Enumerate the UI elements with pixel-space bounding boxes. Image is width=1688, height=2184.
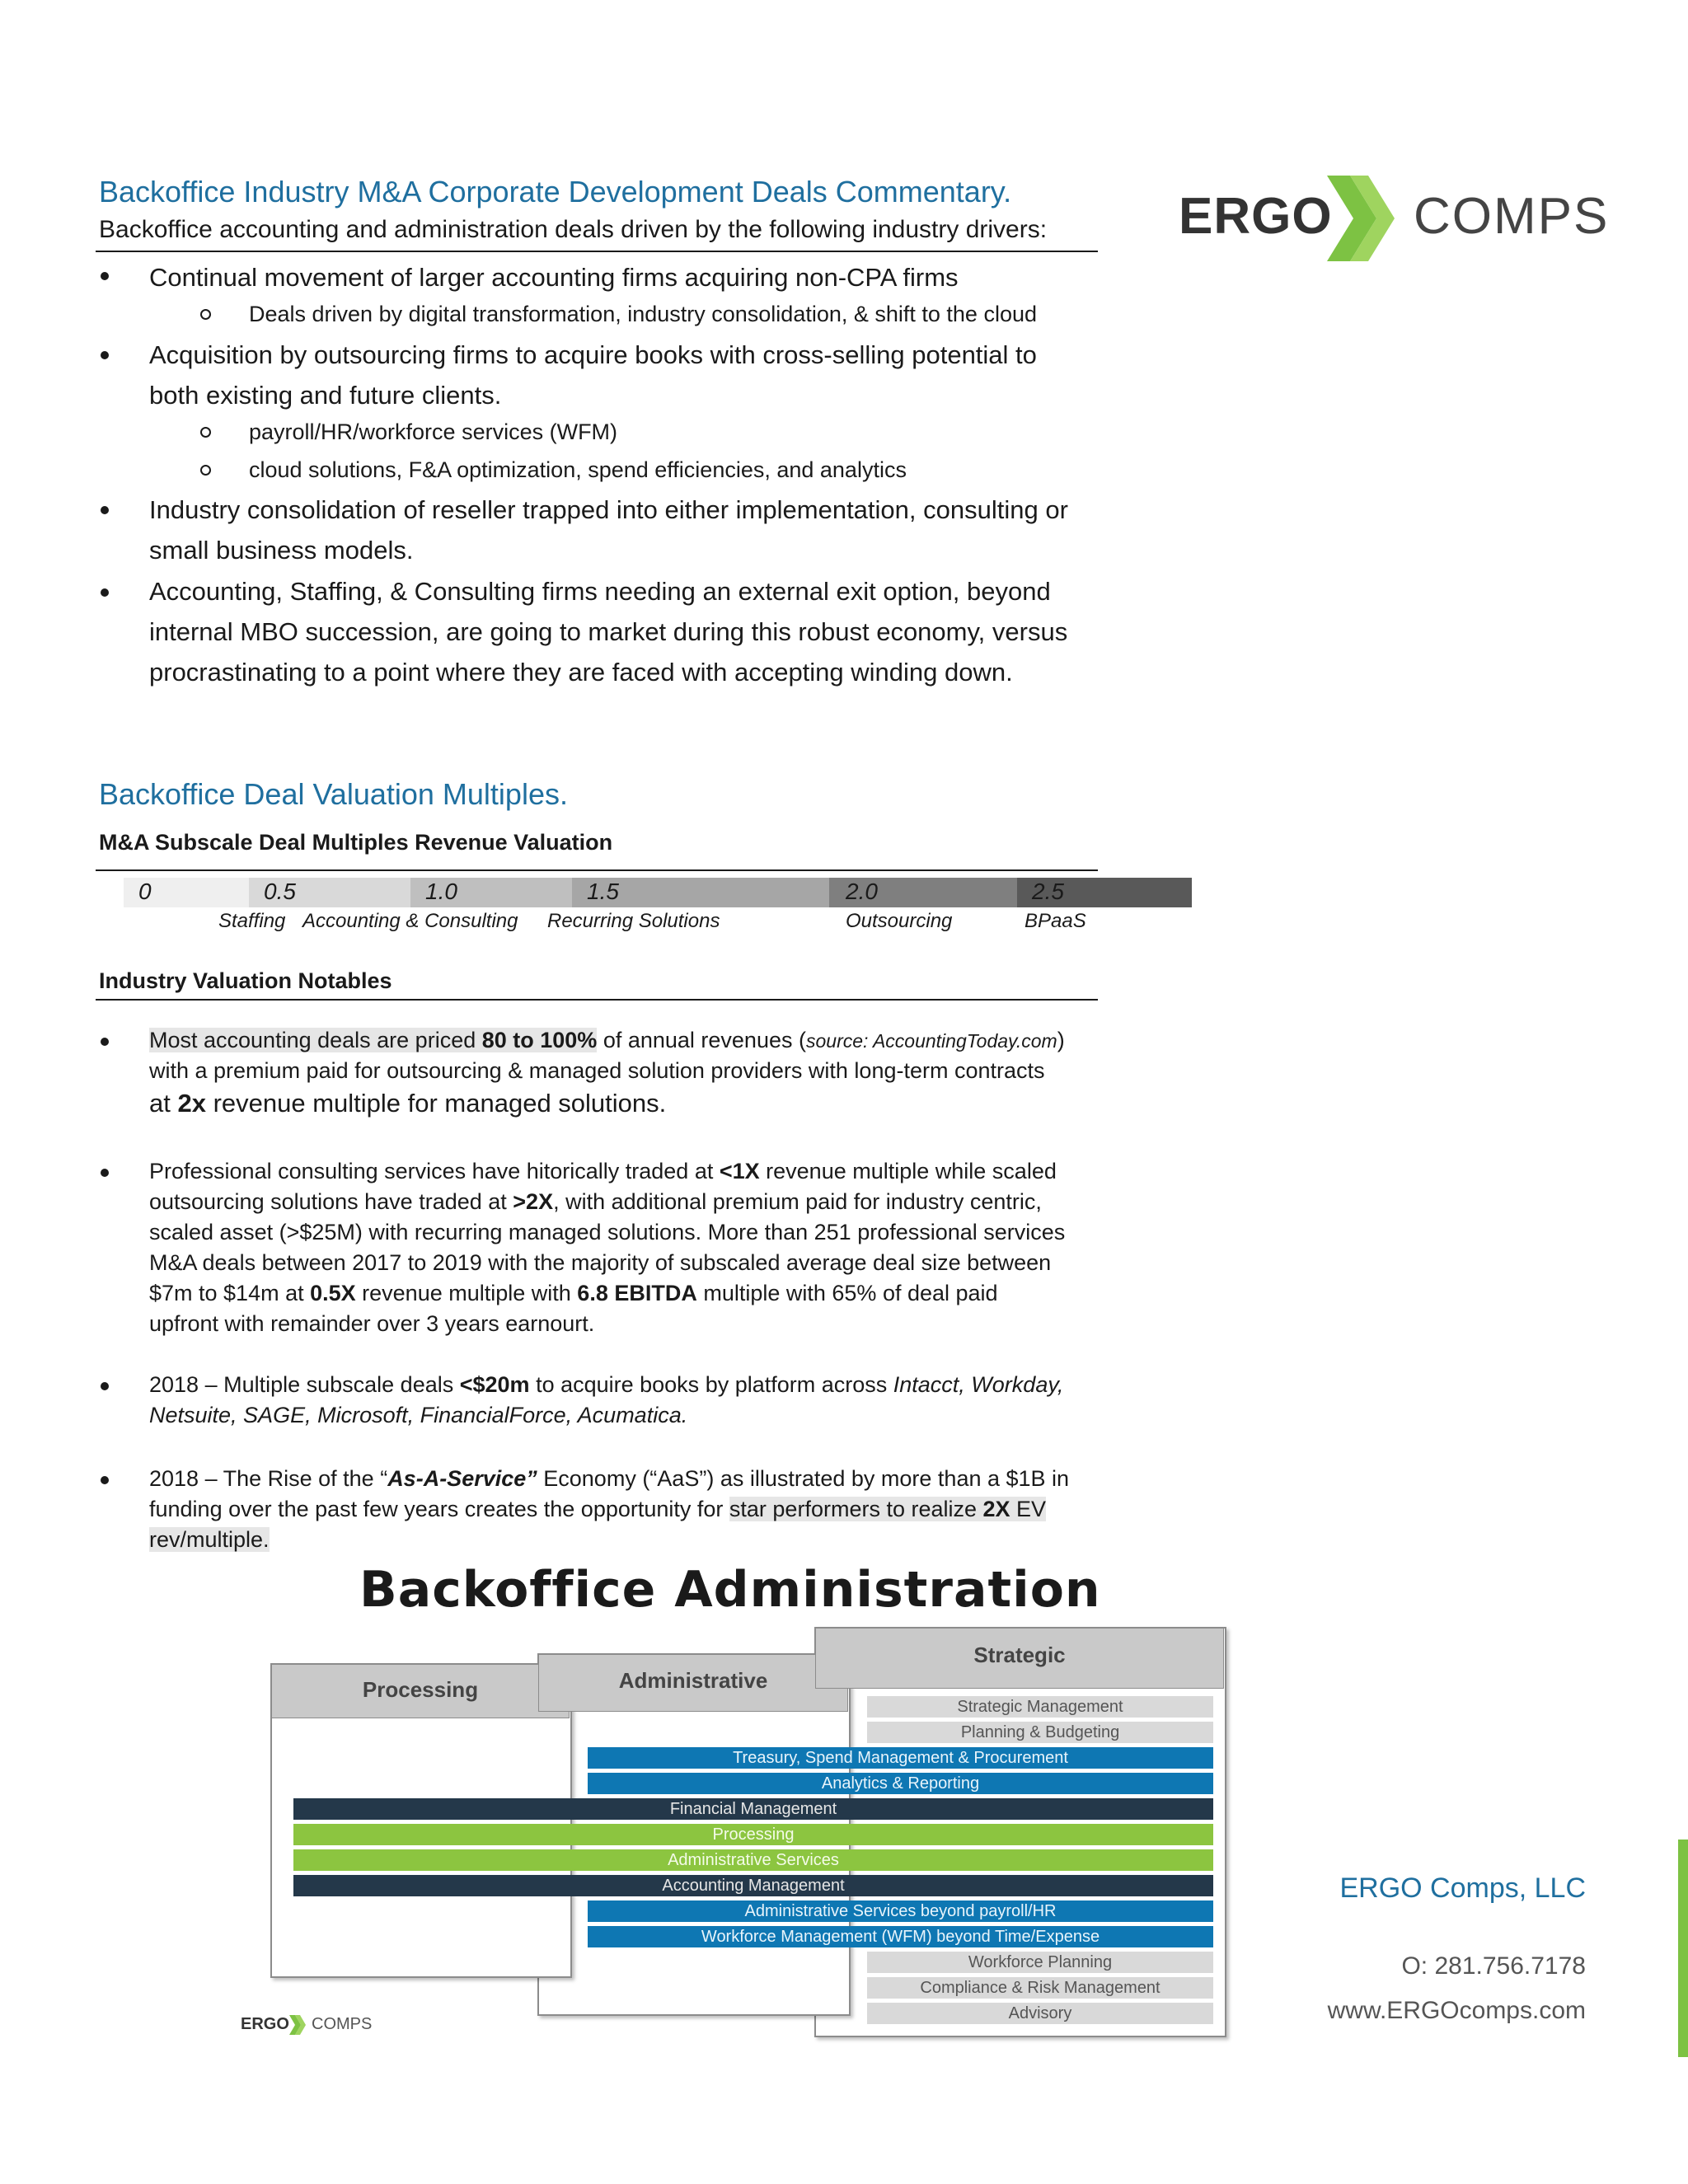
scale-rule [96,869,1098,871]
bar-accounting-management: Accounting Management [293,1875,1213,1896]
bullet-dot [101,1038,109,1046]
bar-treasury: Treasury, Spend Management & Procurement [588,1747,1213,1769]
scale-value: 0.5 [264,879,296,904]
scale-value: 1.0 [425,879,457,904]
chevron-logo-icon [288,2014,307,2036]
bar-compliance-risk: Compliance & Risk Management [867,1977,1213,1999]
scale-label: Staffing [218,910,286,932]
driver-1: Continual movement of larger accounting firms acquiring non-CPA firms [149,263,959,292]
sub-bullet-ring [200,465,211,476]
bold-text: 2x [177,1089,206,1118]
section1-title: Backoffice Industry M&A Corporate Development Deals Commentary. [99,175,1012,209]
logo-ergo-text: ERGO [1179,188,1333,245]
bar-financial-management: Financial Management [293,1798,1213,1820]
text-run: star performers to realize [729,1497,983,1521]
text-run: , with additional premium paid for industry centric, [553,1189,1042,1214]
text-run: EV [1010,1497,1047,1521]
driver-2-sub-2: cloud solutions, F&A optimization, spend efficiencies, and analytics [249,457,907,482]
phone-number: O: 281.756.7178 [1401,1952,1586,1980]
bold-text: <$20m [459,1372,530,1397]
green-accent-bar [1678,1840,1688,2057]
scale-value: 1.5 [587,879,619,904]
bar-advisory: Advisory [867,2003,1213,2024]
bar-admin-services-beyond-payroll: Administrative Services beyond payroll/HR [588,1900,1213,1922]
driver-3-line-2: small business models. [149,536,414,565]
scale-value: 2.0 [846,879,878,904]
highlighted-text: rev/multiple. [149,1527,270,1552]
notables-rule [96,999,1098,1001]
bold-text: 6.8 EBITDA [577,1281,697,1305]
bold-text: >2X [513,1189,554,1214]
notable-1-line-3 [149,1087,666,1120]
text-run: revenue multiple with [355,1281,578,1305]
highlighted-text [729,1497,1046,1521]
scale-label: Outsourcing [846,910,953,932]
scale-value: 2.5 [1032,879,1064,904]
scale-value: 0 [138,879,152,904]
text-run: Professional consulting services have hitorically traded at [149,1159,720,1183]
bullet-dot [101,1382,109,1390]
bar-workforce-management: Workforce Management (WFM) beyond Time/Expense [588,1926,1213,1947]
bar-analytics-reporting: Analytics & Reporting [588,1773,1213,1794]
diagram-title: Backoffice Administration [359,1561,1101,1619]
notable-2-line-3: scaled asset (>$25M) with recurring managed solutions. More than 251 professional services [149,1220,1066,1244]
bar-workforce-planning: Workforce Planning [867,1952,1213,1973]
notable-2-line-1 [149,1156,1057,1187]
text-run: multiple with 65% of deal paid [696,1281,998,1305]
source-citation: source: AccountingToday.com [805,1030,1057,1052]
notable-2-line-4: M&A deals between 2017 to 2019 with the majority of subscaled average deal size between [149,1250,1052,1275]
bold-text: 2X [982,1497,1010,1521]
ergo-comps-logo [1179,169,1624,268]
diagram-logo [241,2013,406,2037]
text-run: Economy (“AaS”) as illustrated by more than a $1B in [537,1466,1070,1491]
text-run: revenue multiple for managed solutions. [205,1089,667,1118]
italic-text: Intacct, Workday, [893,1372,1064,1397]
bold-italic-text: As-A-Service” [387,1466,537,1491]
notable-3-line-1 [149,1370,1063,1400]
notable-2-line-6: upfront with remainder over 3 years earnourt. [149,1311,595,1336]
logo-comps-text: COMPS [1414,188,1610,245]
bold-text: 80 to 100% [481,1028,598,1052]
scale-label: BPaaS [1025,910,1086,932]
company-name: ERGO Comps, LLC [1339,1872,1586,1904]
bullet-dot [101,1476,109,1484]
text-run: Most accounting deals are priced [149,1028,482,1052]
driver-4-line-2: internal MBO succession, are going to market during this robust economy, versus [149,617,1068,646]
text-run: revenue multiple while scaled [759,1159,1057,1183]
driver-3-line-1: Industry consolidation of reseller trapped into either implementation, consulting or [149,495,1068,524]
website-link[interactable]: www.ERGOcomps.com [1327,1997,1586,2024]
bullet-dot [101,506,109,514]
notable-2-line-2 [149,1187,1042,1217]
highlighted-text [149,1028,597,1052]
sub-bullet-ring [200,427,211,438]
notable-1-line-1 [149,1025,1065,1057]
text-run: of annual revenues ( [597,1028,806,1052]
text-run: to acquire books by platform across [529,1372,893,1397]
diagram-logo-ergo-text: ERGO [241,2015,289,2033]
bullet-dot [101,588,109,597]
notable-3-line-2: Netsuite, SAGE, Microsoft, FinancialForce, Acumatica. [149,1403,688,1427]
bullet-dot [101,351,109,359]
text-run: ) [1057,1028,1065,1052]
notable-2-line-5 [149,1278,998,1309]
notable-4-line-2 [149,1494,1046,1525]
column-header-administrative: Administrative [538,1654,848,1712]
scale-label: Accounting & Consulting [302,910,518,932]
driver-4-line-3: procrastinating to a point where they are faced with accepting winding down. [149,658,1013,687]
column-header-processing: Processing [271,1664,570,1718]
bold-text: 0.5X [310,1281,356,1305]
text-run: outsourcing solutions have traded at [149,1189,513,1214]
text-run: 2018 – The Rise of the “ [149,1466,388,1491]
bold-text: <1X [719,1159,760,1183]
bar-planning-budgeting: Planning & Budgeting [867,1722,1213,1743]
notables-heading: Industry Valuation Notables [99,968,392,993]
sub-bullet-ring [200,309,211,320]
notable-4-line-1 [149,1464,1069,1494]
section1-subtitle: Backoffice accounting and administration deals driven by the following industry drivers: [99,216,1048,243]
bullet-dot [101,1169,109,1177]
diagram-logo-comps-text: COMPS [312,2015,373,2033]
section1-rule [96,251,1098,252]
notable-1-line-2: with a premium paid for outsourcing & managed solution providers with long-term contracts [149,1058,1045,1083]
text-run: at [149,1089,178,1118]
section2-title: Backoffice Deal Valuation Multiples. [99,777,568,811]
driver-2-line-1: Acquisition by outsourcing firms to acquire books with cross-selling potential to [149,340,1037,369]
chevron-logo-icon [1325,172,1400,265]
driver-2-sub-1: payroll/HR/workforce services (WFM) [249,419,618,444]
bar-processing: Processing [293,1824,1213,1845]
driver-2-line-2: both existing and future clients. [149,381,502,410]
bullet-dot [101,272,109,280]
scale-heading: M&A Subscale Deal Multiples Revenue Valuation [99,830,613,855]
bar-strategic-management: Strategic Management [867,1696,1213,1718]
driver-1-sub-1: Deals driven by digital transformation, industry consolidation, & shift to the cloud [249,302,1037,326]
text-run: $7m to $14m at [149,1281,311,1305]
text-run: 2018 – Multiple subscale deals [149,1372,460,1397]
scale-label: Recurring Solutions [547,910,720,932]
column-header-strategic: Strategic [815,1628,1224,1689]
text-run: funding over the past few years creates the opportunity for [149,1497,729,1521]
bar-administrative-services: Administrative Services [293,1849,1213,1871]
notable-4-line-3 [149,1525,270,1555]
driver-4-line-1: Accounting, Staffing, & Consulting firms needing an external exit option, beyond [149,577,1051,606]
